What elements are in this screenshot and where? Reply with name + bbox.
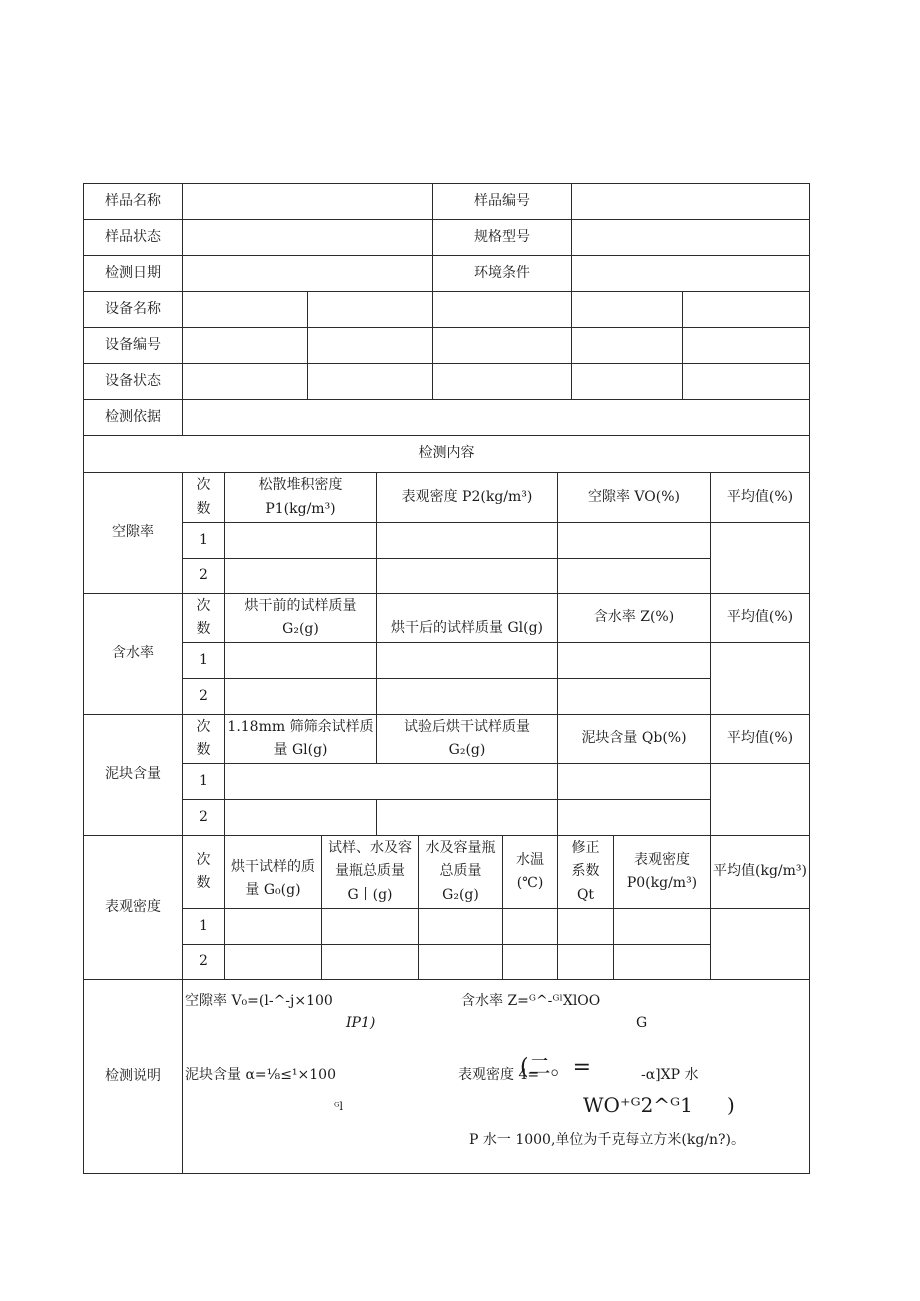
row-number: 2 <box>182 678 225 715</box>
sample-state-field[interactable] <box>182 219 433 256</box>
sample-water-flask-mass-header: 试样、水及容 量瓶总质量 G丨(g) <box>321 835 419 909</box>
data-cell[interactable] <box>376 522 558 559</box>
average-cell[interactable] <box>710 763 810 836</box>
data-cell[interactable] <box>613 908 711 945</box>
data-cell[interactable] <box>557 558 711 594</box>
equip-no-field[interactable] <box>682 327 810 364</box>
env-cond-label: 环境条件 <box>432 255 572 292</box>
data-cell[interactable] <box>557 799 711 836</box>
equip-state-field[interactable] <box>571 363 683 400</box>
water-density-note: P 水一 1000,单位为千克每立方米(kg/n?)。 <box>469 1132 746 1148</box>
correction-factor-header: 修正 系数 Qt <box>557 835 614 909</box>
data-cell[interactable] <box>502 908 558 945</box>
row-number: 2 <box>182 558 225 594</box>
data-cell[interactable] <box>557 944 614 980</box>
equip-name-field[interactable] <box>571 291 683 328</box>
equip-no-field[interactable] <box>432 327 572 364</box>
row-number: 1 <box>182 763 225 800</box>
apparent-density-closing-paren: ) <box>727 1093 735 1117</box>
sample-no-label: 样品编号 <box>432 183 572 220</box>
data-cell[interactable] <box>321 908 419 945</box>
dried-sample-mass-header: 烘干试样的质 量 G₀(g) <box>224 835 322 909</box>
data-cell[interactable] <box>224 642 377 679</box>
equip-name-field[interactable] <box>307 291 433 328</box>
test-date-field[interactable] <box>182 255 433 292</box>
void-ratio-denominator: IP1) <box>346 1015 376 1031</box>
test-date-label: 检测日期 <box>83 255 183 292</box>
apparent-density-formula-fraction: (二。= <box>520 1055 592 1080</box>
data-cell[interactable] <box>376 799 558 836</box>
apparent-density-p0-header: 表观密度 P0(kg/m³) <box>613 835 711 909</box>
equip-state-label: 设备状态 <box>83 363 183 400</box>
test-record-form <box>84 184 811 1175</box>
data-cell[interactable] <box>224 522 377 559</box>
row-number: 2 <box>182 944 225 980</box>
data-cell[interactable] <box>224 678 377 715</box>
sieve-residue-mass-header: 1.18mm 筛筛余试样质 量 Gl(g) <box>224 714 377 764</box>
clay-lump-formula: 泥块含量 α=⅛≤¹×100 <box>185 1067 336 1083</box>
apparent-density-formula-prefix: 表观密度 4= <box>458 1067 540 1083</box>
dried-mass-after-test-header: 试验后烘干试样质量 G₂(g) <box>376 714 558 764</box>
average-header: 平均值(%) <box>710 593 810 643</box>
sample-name-field[interactable] <box>182 183 433 220</box>
average-cell[interactable] <box>710 522 810 594</box>
equip-name-field[interactable] <box>182 291 308 328</box>
equip-name-label: 设备名称 <box>83 291 183 328</box>
row-number: 1 <box>182 522 225 559</box>
data-cell[interactable] <box>418 944 503 980</box>
average-cell[interactable] <box>710 642 810 715</box>
equip-name-field[interactable] <box>682 291 810 328</box>
times-header: 次 数 <box>182 472 225 523</box>
data-cell[interactable] <box>224 558 377 594</box>
equip-state-field[interactable] <box>432 363 572 400</box>
data-cell[interactable] <box>557 642 711 679</box>
test-basis-label: 检测依据 <box>83 399 183 436</box>
times-header: 次 数 <box>182 593 225 643</box>
spec-model-label: 规格型号 <box>432 219 572 256</box>
data-cell[interactable] <box>224 908 322 945</box>
equip-name-field[interactable] <box>432 291 572 328</box>
spec-model-field[interactable] <box>571 219 810 256</box>
mass-before-drying-header: 烘干前的试样质量 G₂(g) <box>224 593 377 643</box>
apparent-density-label: 表观密度 <box>83 835 183 980</box>
average-header: 平均值(%) <box>710 714 810 764</box>
data-cell[interactable] <box>376 642 558 679</box>
sample-state-label: 样品状态 <box>83 219 183 256</box>
sample-no-field[interactable] <box>571 183 810 220</box>
data-cell[interactable] <box>502 944 558 980</box>
data-cell[interactable] <box>224 799 377 836</box>
average-header: 平均值(kg/m³) <box>710 835 810 909</box>
clay-lump-content-header: 泥块含量 Qb(%) <box>557 714 711 764</box>
moisture-formula: 含水率 Z=ᴳ^-ᴳˡXlOO <box>461 993 601 1009</box>
void-ratio-formula: 空隙率 V₀=(l-^-j×100 <box>185 993 333 1009</box>
void-ratio-label: 空隙率 <box>83 472 183 594</box>
row-number: 1 <box>182 642 225 679</box>
test-basis-field[interactable] <box>182 399 810 436</box>
moisture-label: 含水率 <box>83 593 183 715</box>
apparent-density-header: 表观密度 P2(kg/m³) <box>376 472 558 523</box>
apparent-density-denominator: WO⁺ᴳ2^ᴳ1 <box>583 1093 693 1117</box>
content-title: 检测内容 <box>83 435 810 473</box>
times-header: 次 数 <box>182 835 225 909</box>
data-cell[interactable] <box>613 944 711 980</box>
equip-no-field[interactable] <box>182 327 308 364</box>
data-cell[interactable] <box>557 522 711 559</box>
times-header: 次 数 <box>182 714 225 764</box>
data-cell[interactable] <box>557 908 614 945</box>
average-cell[interactable] <box>710 908 810 980</box>
equip-no-field[interactable] <box>307 327 433 364</box>
data-cell[interactable] <box>418 908 503 945</box>
water-flask-mass-header: 水及容量瓶 总质量 G₂(g) <box>418 835 503 909</box>
water-temp-header: 水温 (℃) <box>502 835 558 909</box>
data-cell[interactable] <box>557 763 711 800</box>
clay-lump-denominator: ᴳl <box>334 1100 344 1113</box>
loose-bulk-density-header: 松散堆积密度 P1(kg/m³) <box>224 472 377 523</box>
equip-state-field[interactable] <box>307 363 433 400</box>
void-ratio-header: 空隙率 VO(%) <box>557 472 711 523</box>
equip-no-field[interactable] <box>571 327 683 364</box>
mass-after-drying-header: 烘干后的试样质量 Gl(g) <box>376 593 558 643</box>
env-cond-field[interactable] <box>571 255 810 292</box>
data-cell[interactable] <box>224 944 322 980</box>
data-cell[interactable] <box>376 678 558 715</box>
row-number: 1 <box>182 908 225 945</box>
data-cell[interactable] <box>224 763 558 800</box>
apparent-density-formula-suffix: -α]XP 水 <box>641 1067 699 1083</box>
equip-state-field[interactable] <box>182 363 308 400</box>
average-header: 平均值(%) <box>710 472 810 523</box>
moisture-denominator: G <box>636 1015 648 1031</box>
data-cell[interactable] <box>376 558 558 594</box>
sample-name-label: 样品名称 <box>83 183 183 220</box>
equip-state-field[interactable] <box>682 363 810 400</box>
clay-lump-label: 泥块含量 <box>83 714 183 836</box>
notes-label: 检测说明 <box>83 979 183 1174</box>
data-cell[interactable] <box>321 944 419 980</box>
moisture-rate-header: 含水率 Z(%) <box>557 593 711 643</box>
equip-no-label: 设备编号 <box>83 327 183 364</box>
row-number: 2 <box>182 799 225 836</box>
data-cell[interactable] <box>557 678 711 715</box>
